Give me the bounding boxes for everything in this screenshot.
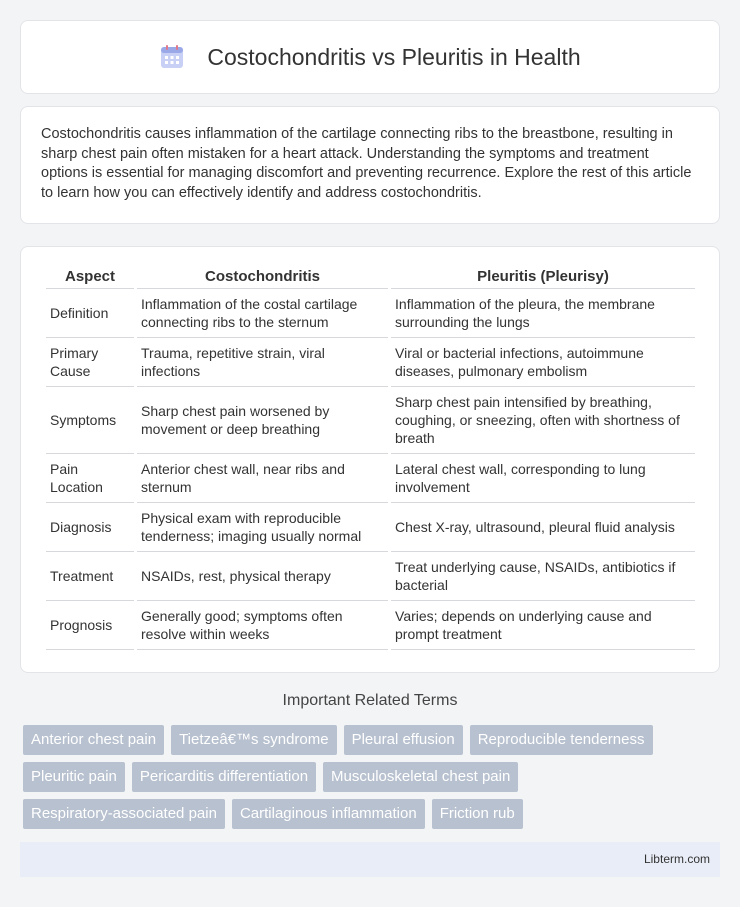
tag-pleuritic-pain[interactable]: Pleuritic pain (23, 762, 125, 792)
cell-pleuritis: Lateral chest wall, corresponding to lung involvement (391, 454, 695, 503)
tag-respiratory-associated-pain[interactable]: Respiratory-associated pain (23, 799, 225, 829)
tag-anterior-chest-pain[interactable]: Anterior chest pain (23, 725, 164, 755)
header-card (20, 20, 720, 94)
header-aspect: Aspect (46, 265, 134, 289)
related-terms-title: Important Related Terms (282, 692, 458, 709)
footer-site-link[interactable]: Libterm.com (643, 852, 710, 866)
tag-pleural-effusion[interactable]: Pleural effusion (344, 725, 463, 755)
cell-aspect: Pain Location (46, 454, 134, 503)
cell-aspect: Definition (46, 289, 134, 338)
cell-pleuritis: Viral or bacterial infections, autoimmune diseases, pulmonary embolism (391, 338, 695, 387)
cell-costochondritis: Physical exam with reproducible tenderness; imaging usually normal (137, 503, 388, 552)
page-title: Costochondritis vs Pleuritis in Health (207, 43, 581, 70)
cell-pleuritis: Inflammation of the pleura, the membrane surrounding the lungs (391, 289, 695, 338)
table-row (46, 552, 695, 601)
tag-cartilaginous-inflammation[interactable]: Cartilaginous inflammation (232, 799, 425, 829)
table-row (46, 503, 695, 552)
tag-friction-rub[interactable]: Friction rub (432, 799, 523, 829)
table-header-row (46, 265, 695, 289)
tag-tietzes-syndrome[interactable]: Tietzeâ€™s syndrome (171, 725, 337, 755)
intro-text: Costochondritis causes inflammation of the cartilage connecting ribs to the breastbone, resulting in sharp chest pain often mistaken for a heart attack. Understanding the symptoms and treatment options is essential for managing discomfort and preventing recurrence. Explore the rest of this article to learn how you can effectively identify and address costochondritis. (41, 126, 692, 201)
cell-costochondritis: Sharp chest pain worsened by movement or deep breathing (137, 387, 388, 454)
cell-pleuritis: Treat underlying cause, NSAIDs, antibiotics if bacterial (391, 552, 695, 601)
table-row (46, 454, 695, 503)
cell-costochondritis: Trauma, repetitive strain, viral infections (137, 338, 388, 387)
cell-pleuritis: Varies; depends on underlying cause and prompt treatment (391, 601, 695, 650)
calendar-icon (159, 44, 185, 70)
cell-costochondritis: Generally good; symptoms often resolve within weeks (137, 601, 388, 650)
footer (20, 842, 720, 877)
table-row (46, 289, 695, 338)
cell-aspect: Treatment (46, 552, 134, 601)
cell-pleuritis: Sharp chest pain intensified by breathing, coughing, or sneezing, often with shortness of breath (391, 387, 695, 454)
tag-reproducible-tenderness[interactable]: Reproducible tenderness (470, 725, 653, 755)
cell-costochondritis: NSAIDs, rest, physical therapy (137, 552, 388, 601)
header-pleuritis: Pleuritis (Pleurisy) (391, 265, 695, 289)
header-costochondritis: Costochondritis (137, 265, 388, 289)
table-row (46, 387, 695, 454)
table-row (46, 601, 695, 650)
cell-pleuritis: Chest X-ray, ultrasound, pleural fluid analysis (391, 503, 695, 552)
cell-aspect: Primary Cause (46, 338, 134, 387)
cell-aspect: Prognosis (46, 601, 134, 650)
tag-row (23, 762, 723, 792)
related-terms-tags (23, 725, 723, 836)
tag-pericarditis-differentiation[interactable]: Pericarditis differentiation (132, 762, 316, 792)
intro-card (20, 106, 720, 224)
comparison-table (43, 265, 698, 650)
cell-aspect: Symptoms (46, 387, 134, 454)
tag-row (23, 799, 723, 829)
cell-costochondritis: Anterior chest wall, near ribs and sternum (137, 454, 388, 503)
tag-row (23, 725, 723, 755)
cell-costochondritis: Inflammation of the costal cartilage connecting ribs to the sternum (137, 289, 388, 338)
comparison-table-card (20, 246, 720, 673)
cell-aspect: Diagnosis (46, 503, 134, 552)
table-row (46, 338, 695, 387)
tag-musculoskeletal-chest-pain[interactable]: Musculoskeletal chest pain (323, 762, 518, 792)
